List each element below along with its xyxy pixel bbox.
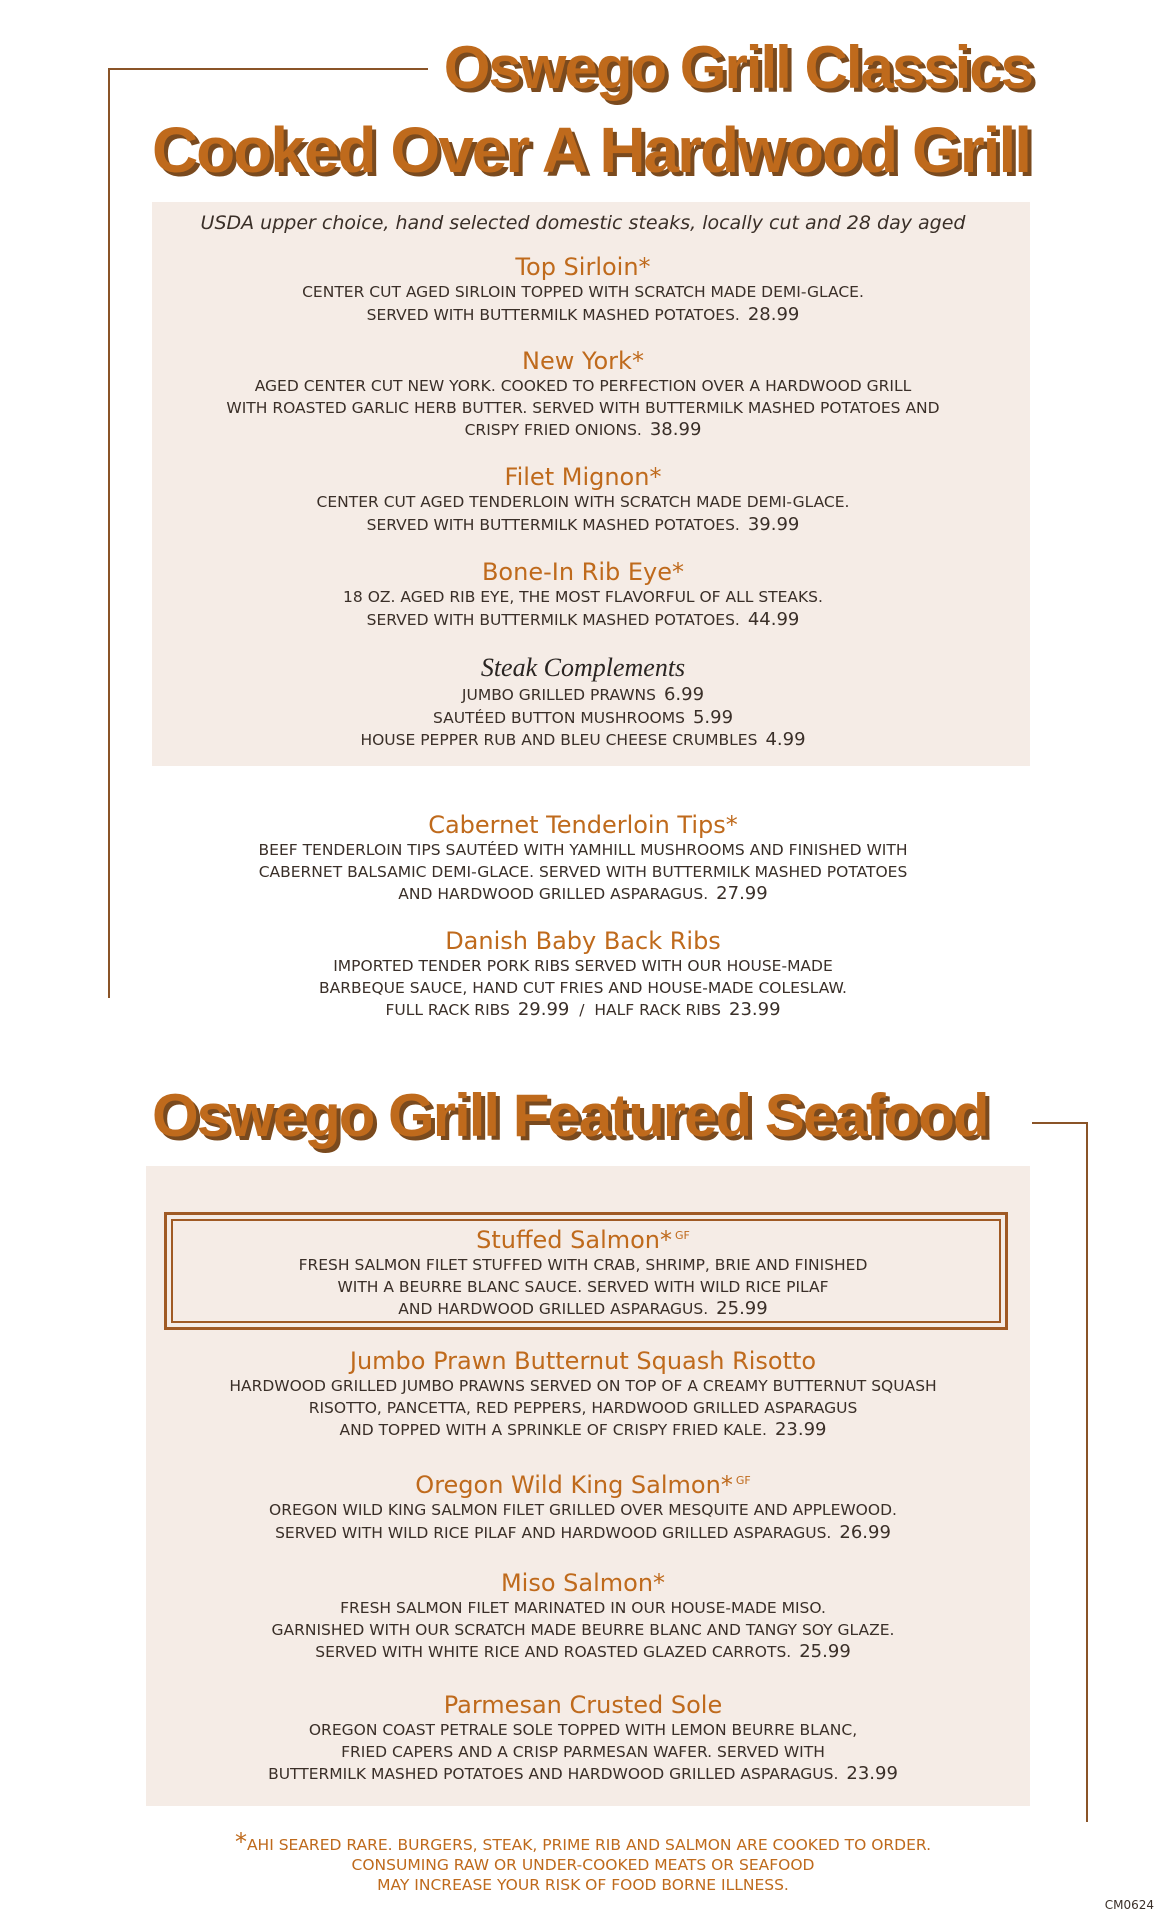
item-price: 23.99: [846, 1763, 898, 1784]
menu-item-danish-baby-back-ribs: [0, 926, 1166, 1022]
menu-item-oregon-wild-king-salmon: [0, 1466, 1166, 1544]
complement-item: HOUSE PEPPER RUB AND BLEU CHEESE CRUMBLES 4.99: [360, 729, 806, 750]
note-line-2: CONSUMING RAW OR UNDER-COOKED MEATS OR SEAFOOD: [351, 1856, 815, 1874]
menu-item-filet-mignon: [0, 462, 1166, 536]
item-description: IMPORTED TENDER PORK RIBS SERVED WITH OUR HOUSE-MADE BARBEQUE SAUCE, HAND CUT FRIES AND HOUSE-MADE COLESLAW.: [319, 957, 847, 997]
menu-item-bone-in-rib-eye: [0, 557, 1166, 631]
menu-item-new-york: [0, 346, 1166, 442]
item-description: HARDWOOD GRILLED JUMBO PRAWNS SERVED ON TOP OF A CREAMY BUTTERNUT SQUASH RISOTTO, PANCETTA, RED PEPPERS, HARDWOOD GRILLED ASPARAGUS AND TOPPED WITH A SPRINKLE OF CRISPY FRIED KALE. 23.99: [229, 1377, 937, 1440]
item-price: 4.99: [765, 729, 806, 750]
complement-item: SAUTÉED BUTTON MUSHROOMS 5.99: [432, 706, 734, 728]
menu-item-stuffed-salmon: [0, 1221, 1166, 1321]
seafood-rule-horizontal: [1032, 1122, 1088, 1124]
food-safety-note: [0, 1828, 1166, 1895]
gluten-free-badge: GF: [735, 1474, 751, 1487]
item-description: AGED CENTER CUT NEW YORK. COOKED TO PERFECTION OVER A HARDWOOD GRILL WITH ROASTED GARLIC HERB BUTTER. SERVED WITH BUTTERMILK MASHED POTATOES AND CRISPY FRIED ONIONS. 38.99: [226, 377, 940, 440]
item-price: 28.99: [747, 303, 800, 325]
item-price: 6.99: [663, 684, 705, 705]
top-rule-horizontal: [108, 68, 428, 70]
item-name: Filet Mignon*: [504, 463, 662, 491]
item-description: FRESH SALMON FILET MARINATED IN OUR HOUSE-MADE MISO. GARNISHED WITH OUR SCRATCH MADE BEURRE BLANC AND TANGY SOY GLAZE. SERVED WITH WHITE RICE AND ROASTED GLAZED CARROTS. 25.99: [271, 1599, 895, 1662]
item-description: BEEF TENDERLOIN TIPS SAUTÉED WITH YAMHILL MUSHROOMS AND FINISHED WITH CABERNET BALSAMIC DEMI-GLACE. SERVED WITH BUTTERMILK MASHED POTATOES AND HARDWOOD GRILLED ASPARAGUS. 27.99: [258, 841, 908, 904]
item-description: OREGON COAST PETRALE SOLE TOPPED WITH LEMON BEURRE BLANC, FRIED CAPERS AND A CRISP PARMESAN WAFER. SERVED WITH BUTTERMILK MASHED POTATOES AND HARDWOOD GRILLED ASPARAGUS. 23.99: [268, 1721, 898, 1784]
item-name: Top Sirloin*: [515, 253, 651, 281]
steaks-intro: USDA upper choice, hand selected domestic steaks, locally cut and 28 day aged: [200, 212, 966, 234]
menu-item-jumbo-prawn-risotto: [0, 1346, 1166, 1442]
item-price: 5.99: [692, 706, 734, 728]
item-name: Jumbo Prawn Butternut Squash Risotto: [349, 1347, 817, 1375]
gluten-free-badge: GF: [675, 1229, 690, 1242]
item-name: Danish Baby Back Ribs: [445, 927, 721, 955]
complement-item: JUMBO GRILLED PRAWNS 6.99: [461, 684, 705, 705]
menu-item-parmesan-crusted-sole: [0, 1690, 1166, 1786]
steak-complements: [0, 652, 1166, 752]
item-description: CENTER CUT AGED SIRLOIN TOPPED WITH SCRATCH MADE DEMI-GLACE. SERVED WITH BUTTERMILK MASHED POTATOES. 28.99: [302, 283, 864, 325]
item-price: 26.99: [839, 1521, 891, 1543]
classics-title-line2: Cooked Over A Hardwood Grill: [151, 114, 1030, 186]
classics-title-line1: Oswego Grill Classics: [443, 34, 1032, 101]
menu-item-cabernet-tenderloin-tips: [0, 810, 1166, 906]
item-price: 23.99: [774, 1419, 827, 1440]
menu-code: CM0624: [1104, 1898, 1154, 1912]
item-description: FRESH SALMON FILET STUFFED WITH CRAB, SHRIMP, BRIE AND FINISHED WITH A BEURRE BLANC SAUCE. SERVED WITH WILD RICE PILAF AND HARDWOOD GRILLED ASPARAGUS. 25.99: [298, 1256, 868, 1319]
item-name: Stuffed Salmon* $^{GF}$: [476, 1226, 690, 1254]
item-price: 39.99: [747, 513, 800, 535]
item-price: 27.99: [716, 883, 768, 904]
menu-item-miso-salmon: [0, 1568, 1166, 1664]
item-name: New York*: [522, 347, 644, 375]
note-line-1: *AHI SEARED RARE. BURGERS, STEAK, PRIME RIB AND SALMON ARE COOKED TO ORDER.: [234, 1828, 932, 1856]
half-rack-price: 23.99: [729, 999, 781, 1020]
item-name: Cabernet Tenderloin Tips*: [428, 811, 738, 839]
item-name: Bone-In Rib Eye*: [481, 558, 685, 586]
item-description: OREGON WILD KING SALMON FILET GRILLED OVER MESQUITE AND APPLEWOOD. SERVED WITH WILD RICE PILAF AND HARDWOOD GRILLED ASPARAGUS. 26.99: [269, 1501, 897, 1543]
full-rack-price: 29.99: [517, 999, 570, 1020]
item-description: 18 OZ. AGED RIB EYE, THE MOST FLAVORFUL OF ALL STEAKS. SERVED WITH BUTTERMILK MASHED POTATOES. 44.99: [343, 588, 823, 630]
complements-title: Steak Complements: [480, 653, 686, 682]
item-name: Miso Salmon*: [500, 1569, 666, 1597]
menu-item-top-sirloin: [0, 252, 1166, 326]
asterisk: *: [234, 1828, 247, 1856]
item-price: 38.99: [649, 419, 702, 440]
item-price: 25.99: [716, 1298, 768, 1319]
item-name: Oregon Wild King Salmon* $^{GF}$: [415, 1471, 751, 1499]
item-name: Parmesan Crusted Sole: [443, 1691, 723, 1719]
seafood-title: Oswego Grill Featured Seafood: [152, 1082, 988, 1149]
item-price: 44.99: [747, 608, 800, 630]
item-price: 25.99: [799, 1641, 851, 1662]
rib-prices: FULL RACK RIBS 29.99 / HALF RACK RIBS 23.99: [385, 999, 781, 1020]
note-line-3: MAY INCREASE YOUR RISK OF FOOD BORNE ILLNESS.: [377, 1876, 789, 1894]
item-description: CENTER CUT AGED TENDERLOIN WITH SCRATCH MADE DEMI-GLACE. SERVED WITH BUTTERMILK MASHED POTATOES. 39.99: [316, 493, 850, 535]
